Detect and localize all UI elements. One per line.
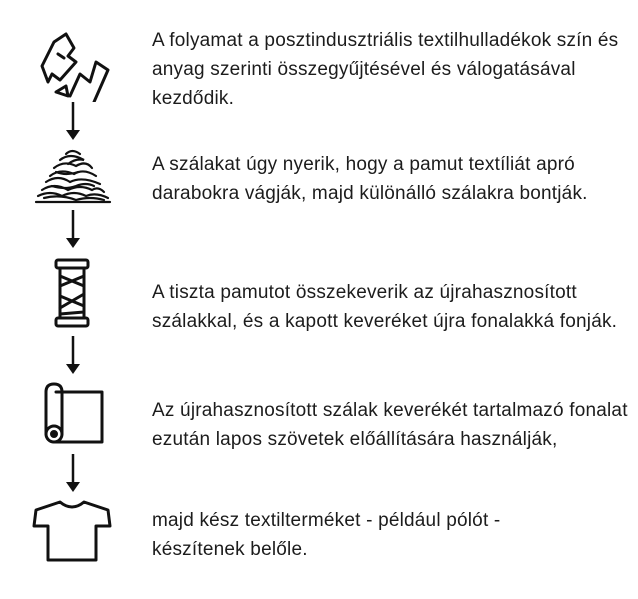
step-description: A tiszta pamutot összekeverik az újrahasznosított szálakkal, és a kapott keveréket újra fonalakká fonják. bbox=[152, 282, 618, 332]
down-arrow bbox=[64, 100, 82, 142]
tshirt-icon bbox=[30, 498, 116, 564]
step-description: Az újrahasznosított szálak keverékét tartalmazó fonalat ezután lapos szövetek előállítására használják, bbox=[152, 400, 628, 450]
fabric-scraps-icon bbox=[30, 22, 116, 102]
step-description: A szálakat úgy nyerik, hogy a pamut textíliát apró darabokra vágják, majd különálló szálakra bontják. bbox=[152, 154, 588, 204]
down-arrow bbox=[64, 334, 82, 376]
step-description: majd kész textilterméket - például pólót - készítenek belőle. bbox=[152, 510, 501, 560]
yarn-spool-icon bbox=[30, 256, 116, 330]
fiber-pile-icon bbox=[30, 146, 116, 206]
fabric-roll-icon bbox=[30, 380, 116, 446]
down-arrow bbox=[64, 208, 82, 250]
down-arrow bbox=[64, 452, 82, 494]
step-description: A folyamat a posztindusztriális textilhulladékok szín és anyag szerinti összegyűjtésével és válogatásával kezdődik. bbox=[152, 30, 619, 109]
